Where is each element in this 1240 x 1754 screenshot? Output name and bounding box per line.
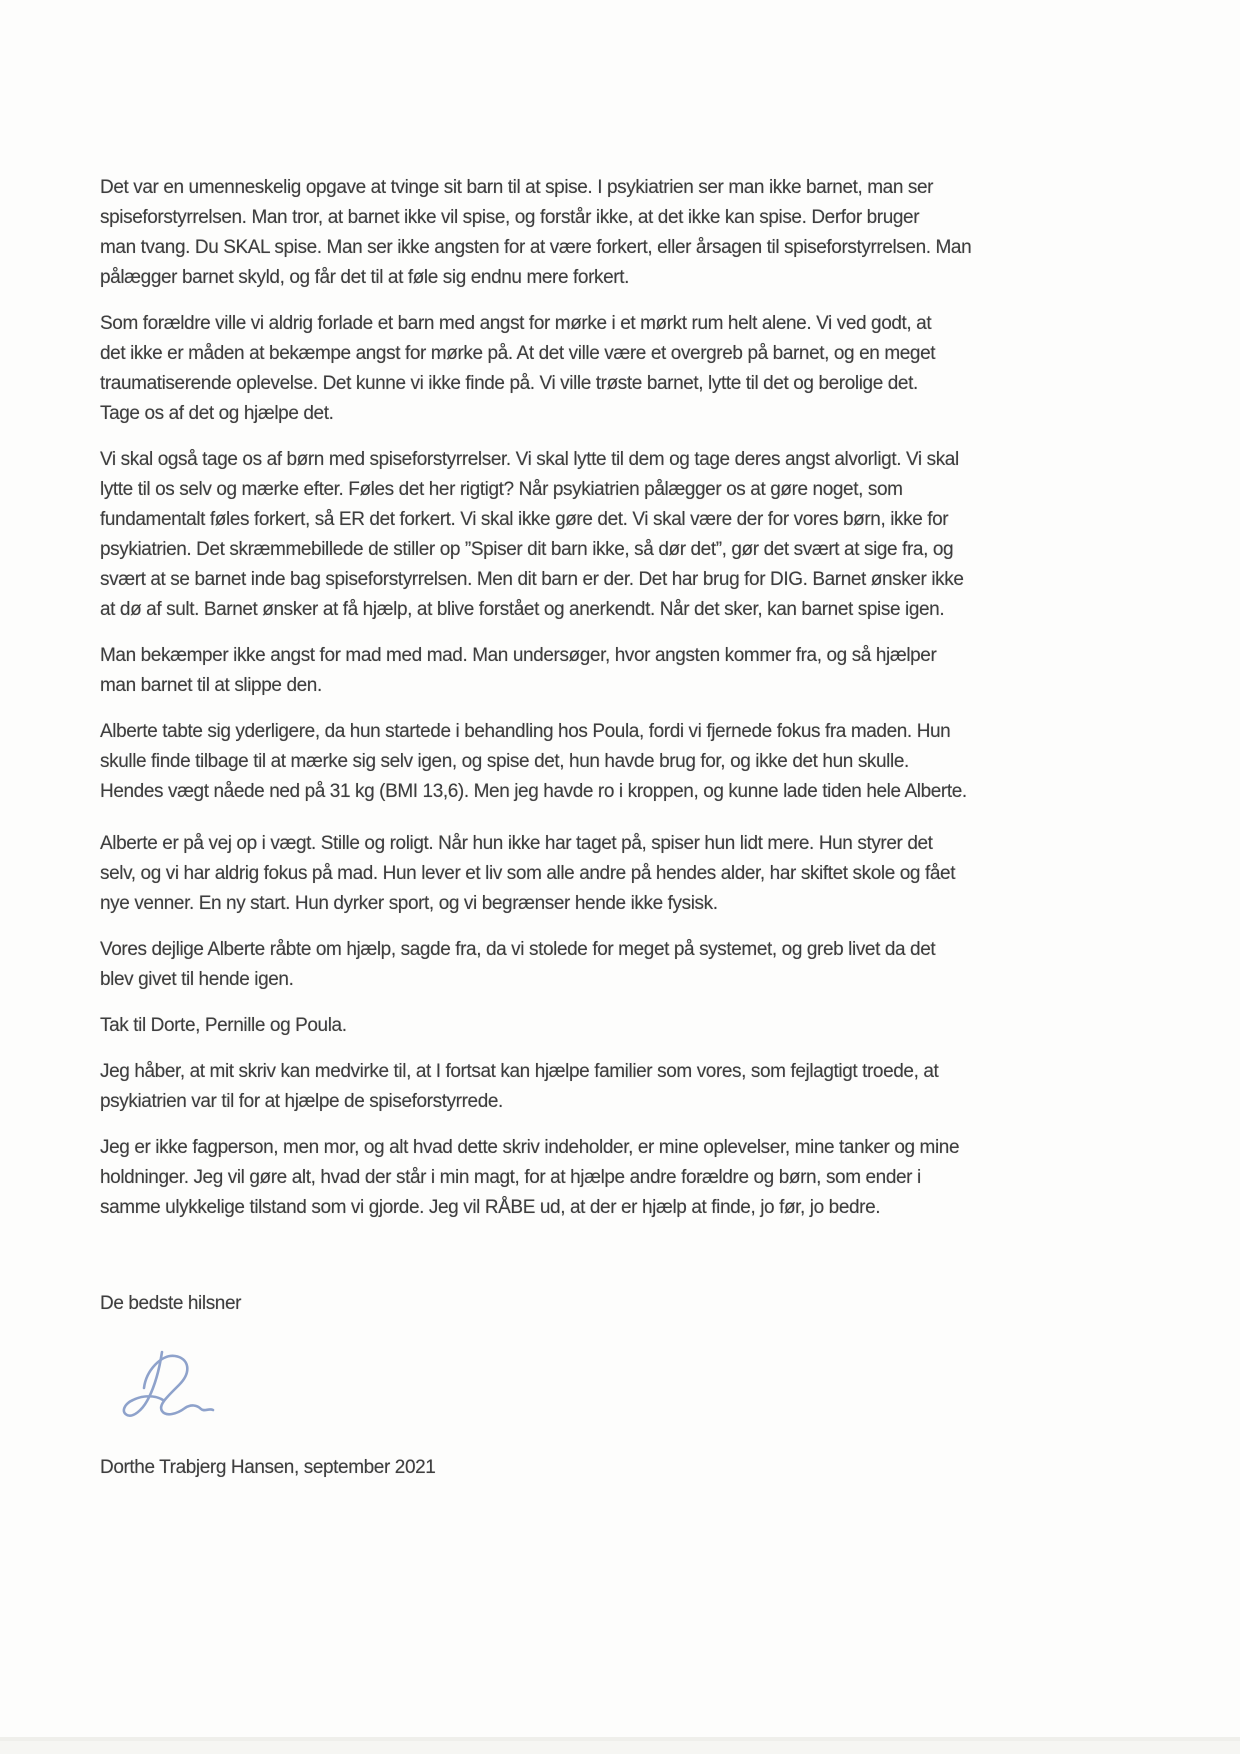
text-line: Som forældre ville vi aldrig forlade et barn med angst for mørke i et mørkt rum helt alene. Vi ved godt, at bbox=[100, 313, 932, 334]
text-line: skulle finde tilbage til at mærke sig selv igen, og spise det, hun havde brug for, og ikke det hun skulle. bbox=[100, 751, 909, 772]
signature-ink-icon bbox=[116, 1347, 236, 1423]
paragraph bbox=[100, 445, 1170, 625]
text-line: Vores dejlige Alberte råbte om hjælp, sagde fra, da vi stolede for meget på systemet, og greb livet da det bbox=[100, 939, 936, 960]
author-date-line: Dorthe Trabjerg Hansen, september 2021 bbox=[100, 1457, 436, 1478]
paragraph bbox=[100, 717, 1170, 807]
text-line: pålægger barnet skyld, og får det til at føle sig endnu mere forkert. bbox=[100, 267, 629, 288]
text-line: Jeg håber, at mit skriv kan medvirke til, at I fortsat kan hjælpe familier som vores, som fejlagtigt troede, at bbox=[100, 1061, 939, 1082]
text-line: man tvang. Du SKAL spise. Man ser ikke angsten for at være forkert, eller årsagen til spiseforstyrrelsen. Man bbox=[100, 237, 972, 258]
text-line: selv, og vi har aldrig fokus på mad. Hun lever et liv som alle andre på hendes alder, har skiftet skole og fået bbox=[100, 863, 956, 884]
text-line: lytte til os selv og mærke efter. Føles det her rigtigt? Når psykiatrien pålægger os at gøre noget, som bbox=[100, 479, 903, 500]
paragraph bbox=[100, 173, 1170, 293]
text-line: at dø af sult. Barnet ønsker at få hjælp, at blive forstået og anerkendt. Når det sker, kan barnet spise igen. bbox=[100, 599, 945, 620]
paragraph bbox=[100, 641, 1170, 701]
text-line: holdninger. Jeg vil gøre alt, hvad der står i min magt, for at hjælpe andre forældre og børn, som ender i bbox=[100, 1167, 921, 1188]
text-line: Tak til Dorte, Pernille og Poula. bbox=[100, 1015, 347, 1036]
text-line: Man bekæmper ikke angst for mad med mad. Man undersøger, hvor angsten kommer fra, og så hjælper bbox=[100, 645, 937, 666]
text-line: samme ulykkelige tilstand som vi gjorde. Jeg vil RÅBE ud, at der er hjælp at finde, jo før, jo bedre. bbox=[100, 1197, 881, 1218]
letter-body bbox=[100, 173, 1170, 1223]
text-line: psykiatrien var til for at hjælpe de spiseforstyrrede. bbox=[100, 1091, 503, 1112]
text-line: spiseforstyrrelsen. Man tror, at barnet ikke vil spise, og forstår ikke, at det ikke kan spise. Derfor bruger bbox=[100, 207, 920, 228]
text-line: blev givet til hende igen. bbox=[100, 969, 294, 990]
letter-content bbox=[100, 173, 1170, 1483]
text-line: man barnet til at slippe den. bbox=[100, 675, 322, 696]
paragraph bbox=[100, 1011, 1170, 1041]
paragraph bbox=[100, 309, 1170, 429]
closing-salutation: De bedste hilsner bbox=[100, 1293, 242, 1314]
text-line: fundamentalt føles forkert, så ER det forkert. Vi skal ikke gøre det. Vi skal være der for vores børn, ikke for bbox=[100, 509, 949, 530]
handwritten-signature bbox=[116, 1347, 236, 1423]
text-line: Jeg er ikke fagperson, men mor, og alt hvad dette skriv indeholder, er mine oplevelser, mine tanker og mine bbox=[100, 1137, 960, 1158]
text-line: Alberte er på vej op i vægt. Stille og roligt. Når hun ikke har taget på, spiser hun lidt mere. Hun styrer det bbox=[100, 833, 933, 854]
text-line: det ikke er måden at bekæmpe angst for mørke på. At det ville være et overgreb på barnet, og en meget bbox=[100, 343, 936, 364]
paragraph bbox=[100, 935, 1170, 995]
text-line: Hendes vægt nåede ned på 31 kg (BMI 13,6). Men jeg havde ro i kroppen, og kunne lade tiden hele Alberte. bbox=[100, 781, 967, 802]
text-line: nye venner. En ny start. Hun dyrker sport, og vi begrænser hende ikke fysisk. bbox=[100, 893, 718, 914]
text-line: svært at se barnet inde bag spiseforstyrrelsen. Men dit barn er der. Det har brug for DIG. Barnet ønsker ikke bbox=[100, 569, 964, 590]
text-line: Det var en umenneskelig opgave at tvinge sit barn til at spise. I psykiatrien ser man ikke barnet, man ser bbox=[100, 177, 934, 198]
scan-artifact-band bbox=[0, 1741, 1240, 1754]
text-line: traumatiserende oplevelse. Det kunne vi ikke finde på. Vi ville trøste barnet, lytte til det og berolige det. bbox=[100, 373, 918, 394]
text-line: Tage os af det og hjælpe det. bbox=[100, 403, 334, 424]
text-line: Vi skal også tage os af børn med spiseforstyrrelser. Vi skal lytte til dem og tage deres angst alvorligt. Vi skal bbox=[100, 449, 959, 470]
paragraph bbox=[100, 829, 1170, 919]
paragraph bbox=[100, 1133, 1170, 1223]
text-line: psykiatrien. Det skræmmebillede de stiller op ”Spiser dit barn ikke, så dør det”, gør det svært at sige fra, og bbox=[100, 539, 954, 560]
text-line: Alberte tabte sig yderligere, da hun startede i behandling hos Poula, fordi vi fjernede fokus fra maden. Hun bbox=[100, 721, 951, 742]
paragraph bbox=[100, 1057, 1170, 1117]
